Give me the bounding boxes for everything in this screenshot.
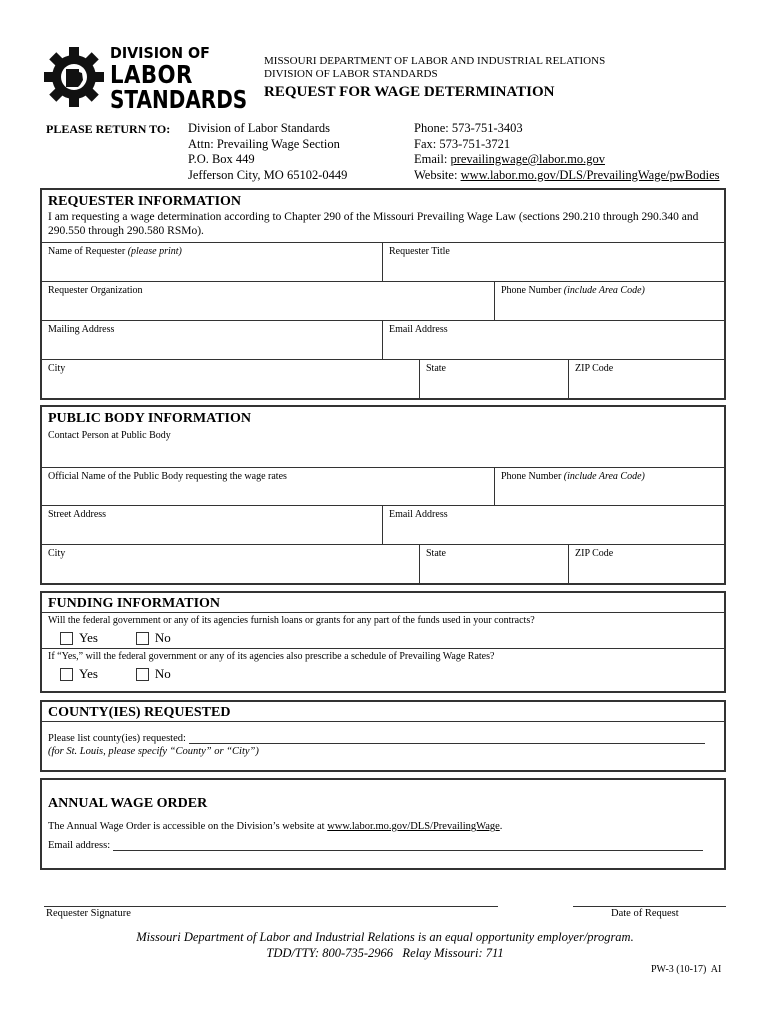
public-body-state-field[interactable] <box>419 545 568 583</box>
requester-row-4 <box>42 359 724 398</box>
requester-row-1 <box>42 242 724 282</box>
field-hint: (include Area Code) <box>563 471 645 482</box>
q1-yes-checkbox[interactable] <box>60 632 73 645</box>
public-body-section <box>40 405 726 585</box>
annual-wage-text <box>42 821 724 832</box>
requester-row-2 <box>42 281 724 321</box>
requester-phone-field[interactable] <box>494 282 724 321</box>
public-body-row-2 <box>42 467 724 506</box>
public-body-heading: PUBLIC BODY INFORMATION <box>48 411 252 426</box>
annual-text-before: The Annual Wage Order is accessible on the Division’s website at <box>48 821 328 832</box>
county-section <box>40 700 726 772</box>
q2-no-label: No <box>154 666 171 681</box>
phone-text: Phone: 573-751-3403 <box>414 121 523 135</box>
requester-intro: I am requesting a wage determination according to Chapter 290 of the Missouri Prevailing Wage Law (sections 290.210 through 290.340 and 290.550 through 290.580 RSMo). <box>48 211 699 237</box>
requester-heading: REQUESTER INFORMATION <box>48 194 242 209</box>
signature-label: Requester Signature <box>46 908 131 919</box>
requester-name-field[interactable] <box>42 243 382 282</box>
field-label: Contact Person at Public Body <box>48 430 171 441</box>
field-label: Email Address <box>389 324 448 335</box>
requester-title-field[interactable] <box>382 243 724 282</box>
field-hint: (please print) <box>127 246 182 257</box>
requester-row-3 <box>42 320 724 360</box>
requester-section <box>40 188 726 400</box>
gear-missouri-icon <box>44 44 104 110</box>
county-label: Please list county(ies) requested: <box>48 733 189 744</box>
public-body-official-field[interactable] <box>42 468 494 506</box>
county-input-row <box>42 732 724 744</box>
return-address <box>188 121 347 183</box>
public-body-street-field[interactable] <box>42 506 382 544</box>
funding-question-2: If “Yes,” will the federal government or any of its agencies also prescribe a schedule of Prevailing Wage Rates? <box>42 648 724 664</box>
annual-email-row <box>42 839 724 851</box>
annual-email-label: Email address: <box>48 840 113 851</box>
public-body-phone-field[interactable] <box>494 468 724 506</box>
form-id: PW-3 (10-17) AI <box>651 964 722 975</box>
funding-q2-options <box>42 664 724 684</box>
field-label: Name of Requester <box>48 246 128 257</box>
address-line: Attn: Prevailing Wage Section <box>188 136 340 151</box>
address-line: Division of Labor Standards <box>188 121 330 135</box>
q2-yes-label: Yes <box>79 666 98 681</box>
form-title: REQUEST FOR WAGE DETERMINATION <box>264 84 555 100</box>
email-row <box>414 152 719 168</box>
funding-q1-options <box>42 628 724 648</box>
field-label: State <box>426 363 446 374</box>
website-row <box>414 168 719 184</box>
email-link[interactable]: prevailingwage@labor.mo.gov <box>450 152 605 166</box>
public-body-row-4 <box>42 544 724 583</box>
q1-yes-label: Yes <box>79 630 98 645</box>
field-label: Mailing Address <box>48 324 115 335</box>
website-label: Website: <box>414 167 461 182</box>
field-label: State <box>426 548 446 559</box>
logo-line-3: STANDARDS <box>110 85 248 114</box>
q1-no-checkbox[interactable] <box>136 632 149 645</box>
division-name: DIVISION OF LABOR STANDARDS <box>264 68 438 80</box>
field-label: City <box>48 548 66 559</box>
field-label: ZIP Code <box>575 363 614 374</box>
public-body-row-3 <box>42 505 724 544</box>
annual-text-after: . <box>499 821 503 832</box>
agency-name: MISSOURI DEPARTMENT OF LABOR AND INDUSTRIAL RELATIONS <box>264 55 606 67</box>
field-label: Requester Title <box>389 246 450 257</box>
public-body-contact-field[interactable] <box>42 427 724 465</box>
annual-wage-link[interactable]: www.labor.mo.gov/DLS/PrevailingWage <box>327 821 500 832</box>
requester-org-field[interactable] <box>42 282 494 321</box>
requester-mailing-field[interactable] <box>42 321 382 360</box>
public-body-zip-field[interactable] <box>568 545 724 583</box>
q1-no-label: No <box>154 630 171 645</box>
field-hint: (include Area Code) <box>563 285 645 296</box>
fax-text: Fax: 573-751-3721 <box>414 136 511 151</box>
annual-email-input[interactable] <box>113 839 703 851</box>
email-label: Email: <box>414 152 451 166</box>
public-body-city-field[interactable] <box>42 545 419 583</box>
field-label: Phone Number <box>501 285 564 296</box>
field-label: ZIP Code <box>575 548 614 559</box>
division-logo <box>44 42 248 114</box>
contact-info <box>414 121 719 183</box>
date-label: Date of Request <box>611 908 679 919</box>
public-body-email-field[interactable] <box>382 506 724 544</box>
funding-section <box>40 591 726 693</box>
return-to-label: PLEASE RETURN TO: <box>46 122 171 136</box>
field-label: Street Address <box>48 509 107 520</box>
field-label: Email Address <box>389 509 448 520</box>
requester-city-field[interactable] <box>42 360 419 398</box>
funding-question-1: Will the federal government or any of its agencies furnish loans or grants for any part of the funds used in your contracts? <box>42 612 724 628</box>
county-note: (for St. Louis, please specify “County” or “City”) <box>48 746 259 757</box>
requester-zip-field[interactable] <box>568 360 724 398</box>
logo-line-2: LABOR <box>110 60 193 89</box>
logo-line-1: DIVISION OF <box>110 44 210 62</box>
tty-relay: TDD/TTY: 800-735-2966 Relay Missouri: 711 <box>266 946 504 960</box>
county-heading: COUNTY(IES) REQUESTED <box>48 705 231 720</box>
address-line: P.O. Box 449 <box>188 152 255 166</box>
eeo-statement: Missouri Department of Labor and Industrial Relations is an equal opportunity employer/program. <box>136 930 634 944</box>
q2-yes-checkbox[interactable] <box>60 668 73 681</box>
signature-line[interactable] <box>44 906 498 907</box>
field-label: Requester Organization <box>48 285 143 296</box>
annual-wage-section <box>40 778 726 870</box>
annual-wage-heading: ANNUAL WAGE ORDER <box>48 796 208 811</box>
website-link[interactable]: www.labor.mo.gov/DLS/PrevailingWage/pwBodies <box>460 167 720 182</box>
field-label: Phone Number <box>501 471 564 482</box>
field-label: City <box>48 363 66 374</box>
requester-state-field[interactable] <box>419 360 568 398</box>
county-input[interactable] <box>189 732 705 744</box>
date-line[interactable] <box>573 906 726 907</box>
q2-no-checkbox[interactable] <box>136 668 149 681</box>
address-line: Jefferson City, MO 65102-0449 <box>188 167 348 182</box>
field-label: Official Name of the Public Body requesting the wage rates <box>48 471 287 482</box>
funding-heading: FUNDING INFORMATION <box>48 596 221 611</box>
requester-email-field[interactable] <box>382 321 724 360</box>
